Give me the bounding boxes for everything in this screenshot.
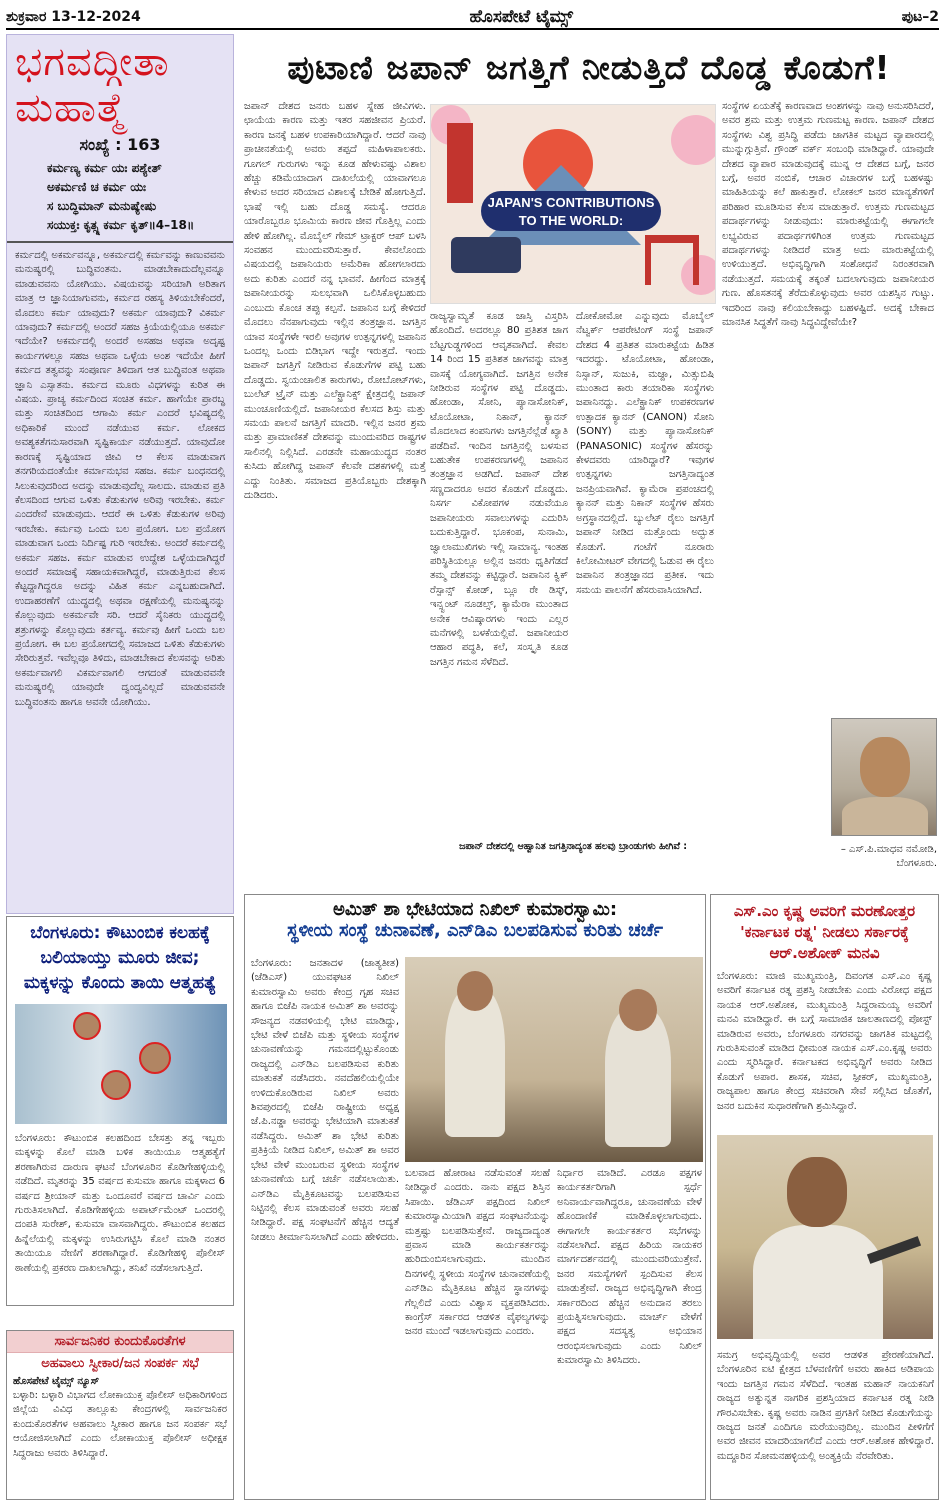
grievance-head2: ಅಹವಾಲು ಸ್ವೀಕಾರ/ಜನ ಸಂಪರ್ಕ ಸಭೆ — [7, 1352, 233, 1374]
krishna-headline-3: ಆರ್.ಅಶೋಕ್ ಮನವಿ — [769, 944, 880, 962]
grievance-body: ಬಳ್ಳಾರಿ: ಬಳ್ಳಾರಿ ವಿಭಾಗದ ಲೋಕಾಯುಕ್ತ ಪೊಲೀಸ್ ಅಧಿಕಾರಿಗಳಿಂದ ಜಿಲ್ಲೆಯ ವಿವಿಧ ತಾಲ್ಲೂಕು ಕೇಂದ್ರಗಳಲ್ಲಿ ಸಾರ್ವಜನಿಕರ ಕುಂದುಕೊರತೆಗಳ ಅಹವಾಲು ಸ್ವೀಕಾರ ಹಾಗೂ ಜನ ಸಂಪರ್ಕ ಸಭೆ ಆಯೋಜಿಸಲಾಗಿದೆ ಎಂದು ಲೋಕಾಯುಕ್ತ ಪೊಲೀಸ್ ಅಧೀಕ್ಷಕ ಸಿದ್ದರಾಜು ಅವರು ತಿಳಿಸಿದ್ದಾರೆ. — [13, 1390, 227, 1459]
krishna-headline-1: ಎಸ್.ಎಂ ಕೃಷ್ಣ ಅವರಿಗೆ ಮರಣೋತ್ತರ — [733, 902, 916, 920]
verse-line: ಅಕರ್ಮಣಿ ಚ ಕರ್ಮ ಯಃ — [47, 180, 147, 194]
verse-line: ಸಯುಕ್ತಃ ಕೃತ್ಸ್ನ ಕರ್ಮ ಕೃತ್‌॥4–18॥ — [47, 218, 195, 232]
public-grievance-box — [6, 1330, 234, 1500]
issue-date: ಶುಕ್ರವಾರ 13-12-2024 — [6, 9, 141, 25]
article-body: ದೋಕೋಮೋ ಎನ್ನುವುದು ಮೊಬೈಲ್ ನೆಟ್ವರ್ಕ್ ಆಪರೇಟಿಂಗ್ ಸಂಸ್ಥೆ ಜಪಾನ್ ದೇಶದ 4 ಪ್ರತಿಶತ ಮಾರುಕಟ್ಟೆಯ ಹಿಡಿತ ಇದರದ್ದು. ಟೊಯೋಟಾ, ಹೋಂಡಾ, ನಿಸ್ಸಾನ್, ಸುಜುಕಿ, ಮಜ್ದಾ, ಮಿತ್ಸುಬಿಷಿ ಮುಂತಾದ ಕಾರು ತಯಾರಿಕಾ ಸಂಸ್ಥೆಗಳು ಜಪಾನಿನದ್ದು. ಎಲೆಕ್ಟ್ರಾನಿಕ್ ಉಪಕರಣಗಳ ಉತ್ಪಾದಕ ಕ್ಯಾನನ್ (CANON) ಸೋನಿ (SONY) ಮತ್ತು ಪ್ಯಾನಾಸೋನಿಕ್ (PANASONIC) ಸಂಸ್ಥೆಗಳ ಹೆಸರನ್ನು ಕೇಳದವರು ಯಾರಿದ್ದಾರೆ? ಇವುಗಳ ಉತ್ಪನ್ನಗಳು ಜಗತ್ತಿನಾದ್ಯಂತ ಜನಪ್ರಿಯವಾಗಿವೆ. ಕ್ಯಾಮೆರಾ ಪ್ರಪಂಚದಲ್ಲಿ ಕ್ಯಾನನ್ ಮತ್ತು ನಿಕಾನ್ ಸಂಸ್ಥೆಗಳ ಹೆಸರು ಅಗ್ರಸ್ಥಾನದಲ್ಲಿದೆ. ಬ್ಯುಲೆಟ್ ರೈಲು ಜಗತ್ತಿಗೆ ಜಪಾನ್ ನೀಡಿದ ಮತ್ತೊಂದು ಅದ್ಭುತ ಕೊಡುಗೆ. ಗಂಟೆಗೆ ನೂರಾರು ಕಿಲೋಮೀಟರ್ ವೇಗದಲ್ಲಿ ಓಡುವ ಈ ರೈಲು ಜಪಾನಿನ ತಂತ್ರಜ್ಞಾನದ ಪ್ರತೀಕ. ಇದು ಸಮಯ ಪಾಲನೆಗೆ ಹೆಸರುವಾಸಿಯಾಗಿದೆ. — [576, 311, 714, 596]
gita-verse — [7, 159, 233, 243]
gita-column — [6, 34, 234, 914]
gita-body: ಕರ್ಮದಲ್ಲಿ ಅಕರ್ಮವನ್ನೂ, ಅಕರ್ಮದಲ್ಲಿ ಕರ್ಮವನ್ನು ಕಾಣುವವನು ಮನುಷ್ಯರಲ್ಲಿ ಬುದ್ಧಿವಂತನು. ಮಾಡಬೇಕಾದುದೆಲ್ಲವನ್ನೂ ಮಾಡುವವನು ಯೋಗಿಯು. ವಿಷಯವನ್ನು ಸರಿಯಾಗಿ ಅರಿತಾಗ ಮಾತ್ರ ಆ ಜ್ಞಾನಿಯಾಗುವನು, ಕರ್ಮದ ರಹಸ್ಯ ತಿಳಿಯಬೇಕೆಂದರೆ, ಮೊದಲು ಕರ್ಮ ಯಾವುದು? ಅಕರ್ಮ ಯಾವುದು? ವಿಕರ್ಮ ಯಾವುದು? ಕರ್ಮದಲ್ಲಿ ಅಂದರೆ ಸಹಜ ಕ್ರಿಯೆಯಲ್ಲಿಯೂ ಅಕರ್ಮ ಇದೆಯೇ? ಅಕರ್ಮದಲ್ಲಿ ಅಂದರೆ ಅಸಹಜ ಅಥವಾ ಅದೃಷ್ಟ ಕಾರ್ಯಗಳಲ್ಲೂ ಸಹಜ ಅಥವಾ ಒಳ್ಳೆಯ ಅಂಶ ಇದೆಯೇ ಹೀಗೆ ಕರ್ಮದ ತತ್ವವನ್ನು ಸಂಪೂರ್ಣ ತಿಳಿದಾಗ ಆತ ಬುದ್ಧಿವಂತ ಅಥವಾ ಜ್ಞಾನಿ ಎಸ್ಸಾತನು. ಕರ್ಮದ ಮೂರು ವಿಧಗಳನ್ನು ಕುರಿತ ಈ ವಿಷಯ. ಪ್ರಾಚ್ಯ ಕರ್ಮದಿಂದ ಸಂಚಿತ ಕರ್ಮ. ಹಾಗೆಯೇ ಪ್ರಾರಬ್ಧ ಮತ್ತು ಸಂಚಿತದಿಂದ ಆಗಾಮಿ ಕರ್ಮ ಎಂದರೆ ಭವಿಷ್ಯದಲ್ಲಿ ಅಧಿಕಾರಿಕೆ ಮುಂದೆ ನಡೆಯುವ ಕರ್ಮ. ಲೋಕದ ಅವಶ್ಯಕತೆಗನುಸಾರವಾಗಿ ಸೃಷ್ಟಿಕಾರ್ಯ ನಡೆಯುತ್ತದೆ. ಯಾವುದೋ ಕಾರಣಕ್ಕೆ ಸೃಷ್ಟಿಯಾದ ಜೀವಿ ಆ ಕೆಲಸ ಮಾಡುವಾಗ ತನಗರಿಯದಂತೆಯೇ ಕರ್ಮಾನುಭವ ಸಹಜ. ಕರ್ಮ ಬಂಧನದಲ್ಲಿ ಸಿಲುಕುವುದರಿಂದ ಅದನ್ನು ಮಾಡುವುದೆಲ್ಲ ಸಾಲದು. ಮಾಡುವ ಪ್ರತಿ ಕೆಲಸದಿಂದ ಆಗುವ ಒಳಿತು ಕೆಡುಕುಗಳ ಅರಿವು ಇರಬೇಕು. ಕರ್ಮ ಎಂದರೇನೆ ಮಾಡುವುದು. ಆದರೆ ಈ ಒಳಿತು ಕೆಡುಕುಗಳ ಅರಿವು ಇರಬೇಕು. ಕರ್ಮವು ಒಂದು ಬಲ ಪ್ರಯೋಗ. ಬಲ ಪ್ರಯೋಗ ಮಾಡುವಾಗ ಒಂದು ನಿರ್ದಿಷ್ಟ ಗುರಿ ಇರಬೇಕು. ಅಂದರೆ ಕರ್ಮದಲ್ಲಿ ಅಕರ್ಮ ಸಹಜ. ಕರ್ಮ ಮಾಡುವ ಉದ್ದೇಶ ಒಳ್ಳೆಯದಾಗಿದ್ದರೆ ಅಂದರೆ ಸಮಾಜಕ್ಕೆ ಸಹಾಯಕವಾಗಿದ್ದರೆ, ಮಾಡುತ್ತಿರುವ ಕೆಲಸ ಕೆಟ್ಟದ್ದಾಗಿದ್ದರೂ ಅದನ್ನು ವಿಹಿತ ಕರ್ಮ ಎನ್ನಬಹುದಾಗಿದೆ. ಉದಾಹರಣೆಗೆ ಯುದ್ಧದಲ್ಲಿ ಅಥವಾ ರಕ್ಷಣೆಯಲ್ಲಿ ಮನುಷ್ಯನನ್ನು ಕೊಲ್ಲುವುದು ಅಕರ್ಮವೇ ಸರಿ. ಆದರೆ ಸೈನಿಕರು ಯುದ್ಧದಲ್ಲಿ ಶತ್ರುಗಳನ್ನು ಕೊಲ್ಲುವುದು ಕರ್ತವ್ಯ. ಕರ್ಮವು ಹೀಗೆ ಒಂದು ಬಲ ಪ್ರಯೋಗ. ಈ ಬಲ ಪ್ರಯೋಗದಲ್ಲಿ ಸಮಾಜದ ಒಳಿತು ಕೆಡುಕುಗಳು ಸೇರಿರುತ್ತವೆ. ಇವೆಲ್ಲವೂ ತಿಳಿದು, ಮಾಡಬೇಕಾದ ಕೆಲಸವನ್ನು ಅರಿತು ಅಕರ್ಮವಾಗಲಿ ವಿಕರ್ಮವಾಗಲಿ ಆಗದಂತೆ ಮಾಡುವವನೇ ಮನುಷ್ಯರಲ್ಲಿ ಯಾವುದೇ ದ್ವಂದ್ವವಿಲ್ಲದೆ ಮಾಡುವವನೇ ಬುದ್ಧಿವಂತನು ಹಾಗೂ ಅವನೇ ಯೋಗಿಯು. — [15, 250, 225, 708]
amit-headline-2: ಸ್ಥಳೀಯ ಸಂಸ್ಥೆ ಚುನಾವಣೆ, ಎನ್‌ಡಿಎ ಬಲಪಡಿಸುವ ಕುರಿತು ಚರ್ಚೆ — [287, 920, 663, 941]
article-body: ರಾಜ್ಯಸ್ವಾಮ್ಯತೆ ಕೂಡ ಜಾಸ್ತಿ ವಿಸ್ತರಿಸಿ ಹೊಂದಿದೆ. ಅದರಲ್ಲೂ 80 ಪ್ರತಿಶತ ಜಾಗ ಬೆಟ್ಟಗುಡ್ಡಗಳಿಂದ ಆವೃತವಾಗಿದೆ. ಕೇವಲ 14 ರಿಂದ 15 ಪ್ರತಿಶತ ಜಾಗವನ್ನು ಮಾತ್ರ ವಾಸಕ್ಕೆ ಯೋಗ್ಯವಾಗಿದೆ. ಜಗತ್ತಿನ ಅನೇಕ ನೀಡಿರುವ ಸಂಸ್ಥೆಗಳ ಪಟ್ಟಿ ದೊಡ್ಡದು. ಹೋಂಡಾ, ಸೋನಿ, ಪ್ಯಾನಾಸೋನಿಕ್, ಟೊಯೋಟಾ, ನಿಕಾನ್, ಕ್ಯಾನನ್ ಮೊದಲಾದ ಕಂಪನಿಗಳು ಜಗತ್ತಿನೆಲ್ಲೆಡೆ ಖ್ಯಾತಿ ಪಡೆದಿವೆ. ಇಂದಿನ ಜಗತ್ತಿನಲ್ಲಿ ಬಳಸುವ ಬಹುತೇಕ ಉಪಕರಣಗಳಲ್ಲಿ ಜಪಾನಿನ ತಂತ್ರಜ್ಞಾನ ಅಡಗಿದೆ. ಜಪಾನ್ ದೇಶ ಸಣ್ಣದಾದರೂ ಅದರ ಕೊಡುಗೆ ದೊಡ್ಡದು. ನಿಸರ್ಗ ವಿಕೋಪಗಳ ನಡುವೆಯೂ ಜಪಾನೀಯರು ಸವಾಲುಗಳನ್ನು ಎದುರಿಸಿ ಬದುಕುತ್ತಿದ್ದಾರೆ. ಭೂಕಂಪ, ಸುನಾಮಿ, ಜ್ವಾಲಾಮುಖಿಗಳು ಇಲ್ಲಿ ಸಾಮಾನ್ಯ. ಇಂತಹ ಪರಿಸ್ಥಿತಿಯಲ್ಲೂ ಅಲ್ಲಿನ ಜನರು ಧೃತಿಗೆಡದೆ ತಮ್ಮ ದೇಶವನ್ನು ಕಟ್ಟಿದ್ದಾರೆ. ಜಪಾನಿನ ಕ್ವಿಕ್ ರೆಸ್ಪಾನ್ಸ್ ಕೋಡ್, ಬ್ಲೂ ರೇ ಡಿಸ್ಕ್, ಇನ್ಸ್ಟಂಟ್ ನೂಡಲ್ಸ್, ಕ್ಯಾಮೆರಾ ಮುಂತಾದ ಅನೇಕ ಆವಿಷ್ಕಾರಗಳು ಇಂದು ಎಲ್ಲರ ಮನೆಗಳಲ್ಲಿ ಬಳಕೆಯಲ್ಲಿವೆ. ಜಪಾನೀಯರ ಆಹಾರ ಪದ್ಧತಿ, ಕಲೆ, ಸಂಸ್ಕೃತಿ ಕೂಡ ಜಗತ್ತಿನ ಗಮನ ಸೆಳೆದಿದೆ. — [430, 311, 568, 668]
gita-title-line1: ಭಗವದ್ಗೀತಾ — [15, 39, 170, 85]
krishna-headline — [711, 895, 938, 964]
article-body: ಜಪಾನ್ ದೇಶದ ಜನರು ಬಹಳ ಸ್ನೇಹ ಜೀವಿಗಳು. ಛಾಯೆಯ ಕಾರಣ ಮತ್ತು ಇತರ ಸಹಜೀವನ ಪ್ರಿಯರೆ. ಕಾರಣ ಜನಕ್ಕೆ ಬಹಳ ಉಪಕಾರಿಯಾಗಿದ್ದಾರೆ. ಆದರೆ ನಾವು ಪ್ರಾಚೀನತೆಯಲ್ಲಿ ಅವರು ತಪ್ಪದೆ ಮಹಿಳಾಪಾಲಕರು. ಗೂಗಲ್ ಗುರುಗಳು ಇನ್ನು ಕೂಡ ಹೇಳುವಷ್ಟು ವಿಶಾಲ ಹೆಚ್ಚು ಕಡಿಮೆಯಾದಾಗ ದಾಖಲೆಯಲ್ಲಿ ಯಾವಾಗಲೂ ಕೇಳುವ ಅದರ ಸರಿಯಾದ ವಿಶಾಲಕ್ಕೆ ಬೇಡಿಕೆ ಹೋಗುತ್ತಿದೆ. ಭಾಷೆ ಇಲ್ಲಿ ಬಹು ದೊಡ್ಡ ಸಮಸ್ಯೆ. ಆದರೂ ಯಾರೊಬ್ಬರೂ ಭೂಮಿಯ ಕಾರಣ ಜೀವ ಗೊತ್ತಿಲ್ಲ ಎಂದು ಹೇಳಿ ಹೋಗಿಲ್ಲ. ಮೊಬೈಲ್ ಗೇಮ್ ಟ್ರಾಕ್ಟರ್ ಆಪ್ ಬಳಸಿ ಸಂವಹನ ಮುಂದುವರಿಸುತ್ತಾರೆ. ಕೇವಲೊಂದು ವಿಷಯದಲ್ಲಿ ಜಪಾನಿಯರು ಅಮೆರಿಕಾ ಹೋಗಲಾರದು ಅದು ಕುರಿತು ಎಂದರೆ ನನ್ನ ಭಾವನೆ. ಹೀಗೆಂದ ಮಾತ್ರಕ್ಕೆ ಜಪಾನೀಯರನ್ನು ಸುಲಭವಾಗಿ ಒಲಿಸಿಕೊಳ್ಳಬಹುದು ಎಂಬುದು ಕೊಂಚ ತಪ್ಪು ಕಲ್ಪನೆ. ಜಪಾನಿನ ಬಗ್ಗೆ ಕೇಳಿದರೆ ಮೊದಲು ನೆನಪಾಗುವುದು ಇಲ್ಲಿನ ತಂತ್ರಜ್ಞಾನ. ಜಗತ್ತಿನ ಯಾವ ಸಂಸ್ಥೆಗಳೇ ಇರಲಿ ಅವುಗಳ ಉತ್ಪನ್ನಗಳಲ್ಲಿ ಜಪಾನಿನ ಒಂದಲ್ಲ ಒಂದು ಬಿಡಿಭಾಗ ಇದ್ದೇ ಇರುತ್ತದೆ. ಇಂದು ಜಪಾನ್ ಜಗತ್ತಿಗೆ ನೀಡಿರುವ ಕೊಡುಗೆಗಳ ಪಟ್ಟಿ ಬಹು ದೊಡ್ಡದು. ಸ್ವಯಂಚಾಲಿತ ಕಾರುಗಳು, ರೋಬೋಟ್‌ಗಳು, ಬುಲೆಟ್ ಟ್ರೈನ್ ಮತ್ತು ಎಲೆಕ್ಟ್ರಾನಿಕ್ಸ್ ಕ್ಷೇತ್ರದಲ್ಲಿ ಜಪಾನ್ ಮುಂಚೂಣಿಯಲ್ಲಿದೆ. ಜಪಾನೀಯರ ಕೆಲಸದ ಶಿಸ್ತು ಮತ್ತು ಸಮಯ ಪಾಲನೆ ಜಗತ್ತಿಗೆ ಮಾದರಿ. ಇಲ್ಲಿನ ಜನರ ಶ್ರಮ ಮತ್ತು ಪ್ರಾಮಾಣಿಕತೆ ದೇಶವನ್ನು ಮುಂದುವರಿದ ರಾಷ್ಟ್ರಗಳ ಸಾಲಿನಲ್ಲಿ ನಿಲ್ಲಿಸಿದೆ. ಎರಡನೇ ಮಹಾಯುದ್ಧದ ನಂತರ ಕುಸಿದು ಹೋಗಿದ್ದ ಜಪಾನ್ ಕೆಲವೇ ದಶಕಗಳಲ್ಲಿ ಮತ್ತೆ ಎದ್ದು ನಿಂತಿತು. ಸಮಾಜದ ಪ್ರತಿಯೊಬ್ಬರು ದೇಶಕ್ಕಾಗಿ ದುಡಿದರು. — [244, 101, 426, 501]
main-article-column-1 — [244, 100, 426, 870]
grievance-head1: ಸಾರ್ವಜನಿಕರ ಕುಂದುಕೊರತೆಗಳ — [7, 1331, 233, 1352]
main-article-column-4 — [722, 100, 934, 870]
torii-gate-icon — [645, 235, 699, 285]
publication-name: ಹೊಸಪೇಟೆ ಟೈಮ್ಸ್ — [469, 7, 573, 27]
krishna-body-top: ಬೆಂಗಳೂರು: ಮಾಜಿ ಮುಖ್ಯಮಂತ್ರಿ, ದಿವಂಗತ ಎಸ್.ಎಂ ಕೃಷ್ಣ ಅವರಿಗೆ ಕರ್ನಾಟಕ ರತ್ನ ಪ್ರಶಸ್ತಿ ನೀಡಬೇಕು ಎಂದು ವಿರೋಧ ಪಕ್ಷದ ನಾಯಕ ಆರ್.ಅಶೋಕ, ಮುಖ್ಯಮಂತ್ರಿ ಸಿದ್ದರಾಮಯ್ಯ ಅವರಿಗೆ ಮನವಿ ಮಾಡಿದ್ದಾರೆ. ಈ ಬಗ್ಗೆ ಸಾಮಾಜಿಕ ಜಾಲತಾಣದಲ್ಲಿ ಪೋಸ್ಟ್ ಮಾಡಿರುವ ಅವರು, ಬೆಂಗಳೂರು ನಗರವನ್ನು ಜಾಗತಿಕ ಮಟ್ಟದಲ್ಲಿ ಗುರುತಿಸುವಂತೆ ಮಾಡಿದ ಧೀಮಂತ ನಾಯಕ ಎಸ್.ಎಂ.ಕೃಷ್ಣ ಅವರು ಎಂದು ಸ್ಮರಿಸಿದ್ದಾರೆ. ಕರ್ನಾಟಕದ ಅಭಿವೃದ್ಧಿಗೆ ಅವರು ನೀಡಿದ ಕೊಡುಗೆ ಅಪಾರ. ಶಾಸಕ, ಸಚಿವ, ಸ್ಪೀಕರ್, ಮುಖ್ಯಮಂತ್ರಿ, ರಾಜ್ಯಪಾಲ ಹಾಗೂ ಕೇಂದ್ರ ಸಚಿವರಾಗಿ ಸೇವೆ ಸಲ್ಲಿಸಿದ ಜೊತೆಗೆ, ಜನರ ಬದುಕಿನ ಸುಧಾರಣೆಗಾಗಿ ಶ್ರಮಿಸಿದ್ದಾರೆ. — [717, 971, 932, 1112]
grievance-byline: ಹೊಸಪೇಟೆ ಟೈಮ್ಸ್ ನ್ಯೂಸ್ — [13, 1376, 100, 1387]
sm-krishna-article — [710, 894, 939, 1500]
author-name: – ಎಸ್.ಪಿ.ಮಾಧವ ನಮೋಡಿ, — [840, 844, 937, 855]
amit-column-2 — [405, 1167, 550, 1497]
japan-contributions-image — [430, 104, 716, 304]
rover-icon — [451, 237, 521, 273]
main-article-column-3 — [576, 310, 714, 835]
article-subhead: ಜಪಾನ್ ದೇಶದಲ್ಲಿ ಆಹ್ವಾನಿತ ಜಗತ್ತಿನಾದ್ಯಂತ ಹಲವು ಬ್ರಾಂಡುಗಳು ಹೀಗಿವೆ : — [458, 841, 688, 852]
amit-column-3 — [557, 1167, 702, 1497]
article-body: ನಿರ್ಧಾರ ಮಾಡಿದೆ. ಎರಡೂ ಪಕ್ಷಗಳ ಕಾರ್ಯಕರ್ತರಿಗಾಗಿ ಸ್ಪರ್ಧೆ ಅನಿವಾರ್ಯವಾಗಿದ್ದರೂ, ಚುನಾವಣೆಯ ವೇಳೆ ಹೊಂದಾಣಿಕೆ ಮಾಡಿಕೊಳ್ಳಲಾಗುವುದು. ಈಗಾಗಲೇ ಕಾರ್ಯಕರ್ತರ ಸಭೆಗಳನ್ನು ನಡೆಸಲಾಗಿದೆ. ಪಕ್ಷದ ಹಿರಿಯ ನಾಯಕರ ಮಾರ್ಗದರ್ಶನದಲ್ಲಿ ಮುಂದುವರಿಯುತ್ತೇನೆ. ಜನರ ಸಮಸ್ಯೆಗಳಿಗೆ ಸ್ಪಂದಿಸುವ ಕೆಲಸ ಮಾಡುತ್ತೇವೆ. ರಾಜ್ಯದ ಅಭಿವೃದ್ಧಿಗಾಗಿ ಕೇಂದ್ರ ಸರ್ಕಾರದಿಂದ ಹೆಚ್ಚಿನ ಅನುದಾನ ತರಲು ಪ್ರಯತ್ನಿಸಲಾಗುವುದು. ಮಾರ್ಚ್ ವೇಳೆಗೆ ಪಕ್ಷದ ಸದಸ್ಯತ್ವ ಅಭಿಯಾನ ಆರಂಭಿಸಲಾಗುವುದು ಎಂದು ನಿಖಿಲ್ ಕುಮಾರಸ್ವಾಮಿ ತಿಳಿಸಿದರು. — [557, 1168, 702, 1367]
amit-column-1 — [251, 957, 399, 1497]
article-body: ಸಂಸ್ಥೆಗಳ ಏಯತೆಕ್ಕೆ ಕಾರಣವಾದ ಅಂಶಗಳನ್ನು ನಾವು ಅನುಸರಿಸಿದರೆ, ಅವರ ಶ್ರಮ ಮತ್ತು ಉತ್ತಮ ಗುಣಮಟ್ಟ ಕಾರಣ. ಜಪಾನ್ ದೇಶದ ಸಂಸ್ಥೆಗಳು ವಿಶ್ವ ಪ್ರಸಿದ್ಧಿ ಪಡೆದು ಜಾಗತಿಕ ಮಟ್ಟದ ವ್ಯಾಪಾರದಲ್ಲಿ ಮುನ್ನುಗ್ಗುತ್ತಿವೆ. ಗ್ರೌಂಡ್ ವರ್ಕ್ ಸಂಬಂಧಿ ಮಾಡಿದ್ದಾರೆ. ಯಾವುದೇ ದೇಶದ ವ್ಯಾಪಾರ ಮಾಡುವುದಕ್ಕೆ ಮುನ್ನ ಆ ದೇಶದ ಬಗ್ಗೆ, ಜನರ ಬಗ್ಗೆ, ಅವರ ನಂಬಿಕೆ, ಆಚಾರ ವಿಚಾರಗಳ ಬಗ್ಗೆ ಬಹಳಷ್ಟು ಮಾಹಿತಿಯನ್ನು ಕಲೆ ಹಾಕುತ್ತಾರೆ. ಲೋಕಲ್ ಜನರ ಮಾನ್ಯತೆಗಳಿಗೆ ಪರಿಹಾರ ಮೂಡಿಸುವ ಕೆಲಸ ಮಾಡುತ್ತಾರೆ. ಉತ್ತಮ ಗುಣಮಟ್ಟದ ಪದಾರ್ಥಗಳನ್ನು ನೀಡುವುದು: ಮಾರುಕಟ್ಟೆಯಲ್ಲಿ ಈಗಾಗಲೇ ಲಭ್ಯವಿರುವ ಪದಾರ್ಥಗಳಿಗಿಂತ ಉತ್ತಮ ಗುಣಮಟ್ಟದ ಪದಾರ್ಥಗಳನ್ನು ನೀಡಿದರೆ ಮಾತ್ರ ಅದು ಮಾರುಕಟ್ಟೆಯಲ್ಲಿ ಉಳಿಯುತ್ತದೆ. ಅಭಿವೃದ್ಧಿಗಾಗಿ ಸಂಶೋಧನೆ ನಿರಂತರವಾಗಿ ನಡೆಯುತ್ತದೆ. ಸಮಯಕ್ಕೆ ತಕ್ಕಂತೆ ಬದಲಾಗುವುದು ಜಪಾನೀಯರ ಗುಣ. ಹೊಸತನಕ್ಕೆ ತೆರೆದುಕೊಳ್ಳುವುದು ಅವರ ಯಶಸ್ಸಿನ ಗುಟ್ಟು. ಇದರಿಂದ ನಾವು ಕಲಿಯಬೇಕಾದ್ದು ಬಹಳಷ್ಟಿದೆ. ಅದಕ್ಕೆ ಬೇಕಾದ ಮಾನಸಿಕ ಸಿದ್ಧತೆಗೆ ನಾವು ಸಿದ್ಧವಿದ್ದೇವೆಯೇ? — [722, 101, 934, 329]
krishna-headline-2: 'ಕರ್ನಾಟಕ ರತ್ನ' ನೀಡಲು ಸರ್ಕಾರಕ್ಕೆ — [740, 923, 909, 941]
gita-title-line2: ಮಹಾತ್ಮೆ — [15, 85, 127, 131]
article-body: ಬಲವಾದ ಹೋರಾಟ ನಡೆಸುವಂತೆ ಸಲಹೆ ನೀಡಿದ್ದಾರೆ ಎಂದರು. ನಾನು ಪಕ್ಷದ ಶಿಸ್ತಿನ ಸಿಪಾಯಿ. ಜೆಡಿಎಸ್ ಪಕ್ಷದಿಂದ ನಿಖಿಲ್ ಕುಮಾರಸ್ವಾಮಿಯಾಗಿ ಪಕ್ಷದ ಸಂಘಟನೆಯನ್ನು ಮತ್ತಷ್ಟು ಬಲಪಡಿಸುತ್ತೇನೆ. ರಾಜ್ಯದಾದ್ಯಂತ ಪ್ರವಾಸ ಮಾಡಿ ಕಾರ್ಯಕರ್ತರನ್ನು ಹುರಿದುಂಬಿಸಲಾಗುವುದು. ಮುಂದಿನ ದಿನಗಳಲ್ಲಿ ಸ್ಥಳೀಯ ಸಂಸ್ಥೆಗಳ ಚುನಾವಣೆಯಲ್ಲಿ ಎನ್‌ಡಿಎ ಮೈತ್ರಿಕೂಟ ಹೆಚ್ಚಿನ ಸ್ಥಾನಗಳನ್ನು ಗೆಲ್ಲಲಿದೆ ಎಂದು ವಿಶ್ವಾಸ ವ್ಯಕ್ತಪಡಿಸಿದರು. ಕಾಂಗ್ರೆಸ್ ಸರ್ಕಾರದ ಆಡಳಿತ ವೈಫಲ್ಯಗಳನ್ನು ಜನರ ಮುಂದೆ ಇಡಲಾಗುವುದು ಎಂದರು. — [405, 1168, 550, 1338]
banner-line2: TO THE WORLD: — [518, 213, 624, 228]
page-number: ಪುಟ–2 — [901, 9, 939, 25]
family-photo — [15, 1004, 227, 1124]
krishna-body-bottom: ಸಮಗ್ರ ಅಭಿವೃದ್ಧಿಯಲ್ಲಿ ಅವರ ಆಡಳಿತ ಪ್ರೇರಣೆಯಾಗಿದೆ. ಬೆಂಗಳೂರಿನ ಐಟಿ ಕ್ಷೇತ್ರದ ಬೆಳವಣಿಗೆಗೆ ಅವರು ಹಾಕಿದ ಅಡಿಪಾಯ ಇಂದು ಜಗತ್ತಿನ ಗಮನ ಸೆಳೆದಿದೆ. ಇಂತಹ ಮಹಾನ್ ನಾಯಕನಿಗೆ ರಾಜ್ಯದ ಅತ್ಯುನ್ನತ ನಾಗರಿಕ ಪ್ರಶಸ್ತಿಯಾದ ಕರ್ನಾಟಕ ರತ್ನ ನೀಡಿ ಗೌರವಿಸಬೇಕು. ಕೃಷ್ಣ ಅವರು ನಾಡಿನ ಪ್ರಗತಿಗೆ ನೀಡಿದ ಕೊಡುಗೆಯನ್ನು ರಾಜ್ಯದ ಜನತೆ ಎಂದಿಗೂ ಮರೆಯುವುದಿಲ್ಲ. ಮುಂದಿನ ಪೀಳಿಗೆಗೆ ಅವರ ಜೀವನ ಮಾದರಿಯಾಗಲಿದೆ ಎಂದು ಆರ್.ಅಶೋಕ ಹೇಳಿದ್ದಾರೆ. ಮದ್ದೂರಿನ ಸೋಮನಹಳ್ಳಿಯಲ್ಲಿ ಅಂತ್ಯಕ್ರಿಯೆ ನೆರವೇರಿತು. — [717, 1350, 934, 1462]
verse-line: ಸ ಬುದ್ಧಿಮಾನ್ ಮನುಷ್ಯೇಷು — [47, 199, 157, 213]
bengaluru-body: ಬೆಂಗಳೂರು: ಕೌಟುಂಬಿಕ ಕಲಹದಿಂದ ಬೇಸತ್ತು ತನ್ನ ಇಬ್ಬರು ಮಕ್ಕಳನ್ನು ಕೊಲೆ ಮಾಡಿ ಬಳಿಕ ತಾಯಿಯೂ ಆತ್ಮಹತ್ಯೆಗೆ ಶರಣಾಗಿರುವ ದಾರುಣ ಘಟನೆ ಬೆಂಗಳೂರಿನ ಕೊಡಿಗೇಹಳ್ಳಿಯಲ್ಲಿ ನಡೆದಿದೆ. ಮೃತರನ್ನು 35 ವರ್ಷದ ಕುಸುಮಾ ಹಾಗೂ ಮಕ್ಕಳಾದ 6 ವರ್ಷದ ಶ್ರೀಯಾನ್ ಮತ್ತು ಒಂದೂವರೆ ವರ್ಷದ ಚಾರ್ವಿ ಎಂದು ಗುರುತಿಸಲಾಗಿದೆ. ಕೊಡಿಗೇಹಳ್ಳಿಯ ಅಪಾರ್ಟ್‌ಮೆಂಟ್ ಒಂದರಲ್ಲಿ ದಂಪತಿ ಸುರೇಶ್, ಕುಸುಮಾ ವಾಸವಾಗಿದ್ದರು. ಕೌಟುಂಬಿಕ ಕಲಹದ ಹಿನ್ನೆಲೆಯಲ್ಲಿ ಮಕ್ಕಳನ್ನು ಉಸಿರುಗಟ್ಟಿಸಿ ಕೊಲೆ ಮಾಡಿ ನಂತರ ತಾಯಿಯೂ ನೇಣಿಗೆ ಶರಣಾಗಿದ್ದಾರೆ. ಕೊಡಿಗೇಹಳ್ಳಿ ಪೊಲೀಸ್ ಠಾಣೆಯಲ್ಲಿ ಪ್ರಕರಣ ದಾಖಲಾಗಿದ್ದು, ತನಿಖೆ ನಡೆಸಲಾಗುತ್ತಿದೆ. — [15, 1133, 225, 1274]
amit-shah-article — [244, 894, 706, 1500]
pagoda-icon — [447, 123, 473, 203]
author-place: ಬೆಂಗಳೂರು. — [896, 858, 937, 869]
verse-line: ಕರ್ಮಣ್ಯ ಕರ್ಮ ಯಃ ಪಶ್ಯೇತ್ — [47, 161, 162, 175]
page-header — [6, 6, 939, 30]
contributions-banner — [481, 191, 661, 231]
main-headline: ಪುಟಾಣಿ ಜಪಾನ್ ಜಗತ್ತಿಗೆ ನೀಡುತ್ತಿದೆ ದೊಡ್ಡ ಕೊಡುಗೆ! — [244, 42, 934, 94]
main-article-column-2 — [430, 310, 568, 880]
gita-title — [7, 35, 233, 131]
banner-line1: JAPAN'S CONTRIBUTIONS — [487, 195, 655, 210]
article-body: ಬೆಂಗಳೂರು: ಜನತಾದಳ (ಜಾತ್ಯತೀತ) (ಜೆಡಿಎಸ್) ಯುವಘಟಕ ನಿಖಿಲ್ ಕುಮಾರಸ್ವಾಮಿ ಅವರು ಕೇಂದ್ರ ಗೃಹ ಸಚಿವ ಹಾಗೂ ಬಿಜೆಪಿ ನಾಯಕ ಅಮಿತ್ ಶಾ ಅವರನ್ನು ಸೌಜನ್ಯದ ನಡವಳಿಯಲ್ಲಿ ಭೇಟಿ ಮಾಡಿದ್ದು, ಭೇಟಿ ವೇಳೆ ಬಿಜೆಪಿ ಮತ್ತು ಸ್ಥಳೀಯ ಸಂಸ್ಥೆಗಳ ಚುನಾವಣೆಯನ್ನು ಗಮನದಲ್ಲಿಟ್ಟುಕೊಂಡು ರಾಜ್ಯದಲ್ಲಿ ಎನ್‌ಡಿಎ ಬಲಪಡಿಸುವ ಕುರಿತು ಮಾತುಕತೆ ನಡೆಸಿದರು. ನವದೆಹಲಿಯಲ್ಲಿಯೇ ಉಳಿದುಕೊಂಡಿರುವ ನಿಖಿಲ್ ಅವರು ಶಿವಪುರದಲ್ಲಿ ಬಿಜೆಪಿ ರಾಷ್ಟ್ರೀಯ ಅಧ್ಯಕ್ಷ ಜೆ.ಪಿ.ನಡ್ಡಾ ಅವರನ್ನು ಭೇಟಿಯಾಗಿ ಮಾತುಕತೆ ನಡೆಸಿದ್ದರು. ಅಮಿತ್ ಶಾ ಭೇಟಿ ಕುರಿತು ಪ್ರತಿಕ್ರಿಯೆ ನೀಡಿದ ನಿಖಿಲ್, ಅಮಿತ್ ಶಾ ಅವರ ಭೇಟಿ ವೇಳೆ ಮುಂಬರುವ ಸ್ಥಳೀಯ ಸಂಸ್ಥೆಗಳ ಚುನಾವಣೆಯ ಬಗ್ಗೆ ಚರ್ಚೆ ನಡೆಸಲಾಯಿತು. ಎನ್‌ಡಿಎ ಮೈತ್ರಿಕೂಟವನ್ನು ಬಲಪಡಿಸುವ ನಿಟ್ಟಿನಲ್ಲಿ ಕೆಲಸ ಮಾಡುವಂತೆ ಅವರು ಸಲಹೆ ನೀಡಿದ್ದಾರೆ. ಪಕ್ಷ ಸಂಘಟನೆಗೆ ಹೆಚ್ಚಿನ ಆದ್ಯತೆ ನೀಡಲು ತೀರ್ಮಾನಿಸಲಾಗಿದೆ ಎಂದು ಹೇಳಿದರು. — [251, 958, 399, 1243]
bengaluru-headline: ಬೆಂಗಳೂರು: ಕೌಟುಂಬಿಕ ಕಲಹಕ್ಕೆ ಬಲಿಯಾಯ್ತು ಮೂರು ಜೀವ; ಮಕ್ಕಳನ್ನು ಕೊಂದು ತಾಯಿ ಆತ್ಮಹತ್ಯೆ — [23, 923, 217, 993]
ashok-photo — [717, 1135, 933, 1339]
meeting-photo — [405, 957, 703, 1162]
gita-issue-number: ಸಂಖ್ಯೆ : 163 — [79, 135, 161, 154]
amit-headline-1: ಅಮಿತ್ ಶಾ ಭೇಟಿಯಾದ ನಿಖಿಲ್ ಕುಮಾರಸ್ವಾಮಿ: — [332, 899, 618, 920]
bengaluru-news-box — [6, 916, 234, 1306]
